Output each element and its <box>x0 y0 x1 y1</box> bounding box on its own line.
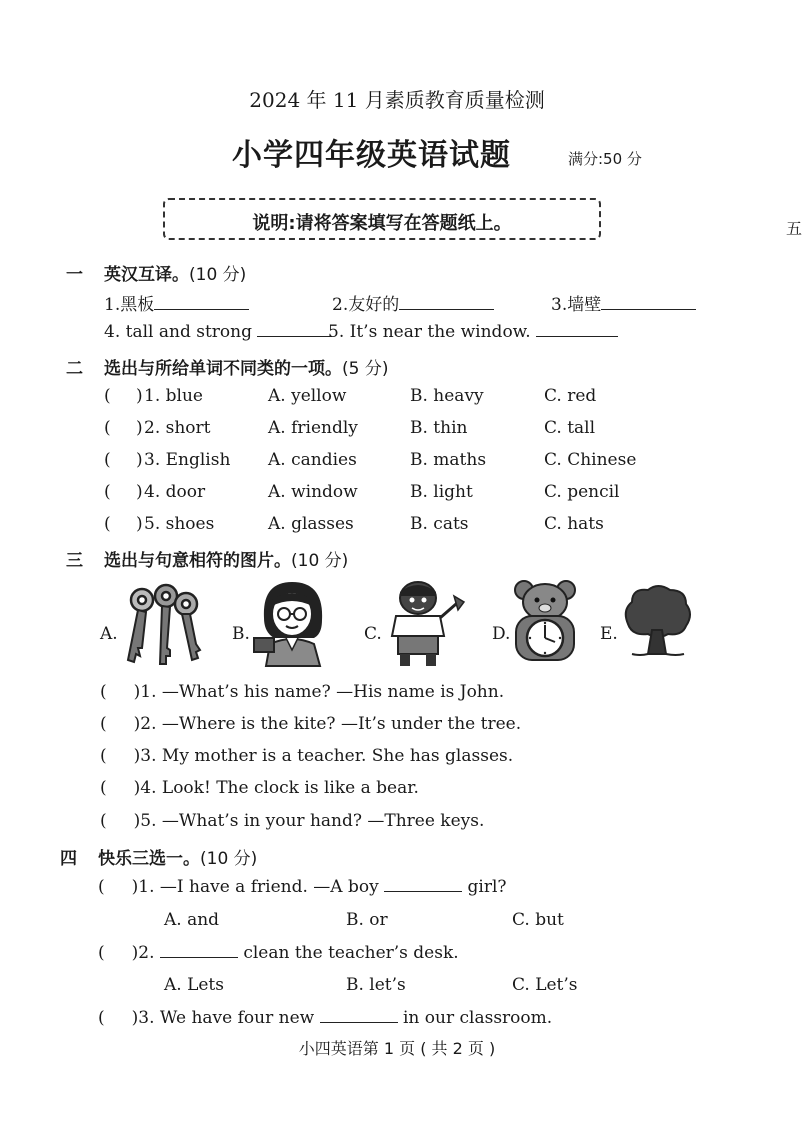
q2-3-close: ) <box>136 450 143 470</box>
section-3-number: 三 <box>66 551 83 571</box>
q3-4-text: )4. Look! The clock is like a bear. <box>133 778 419 798</box>
translate-item-2-text: 2.友好的 <box>332 295 400 315</box>
q2-3-option-b: B. maths <box>410 450 487 470</box>
q4-1-option-a: A. and <box>164 910 220 930</box>
q2-4-paren: ( <box>104 482 111 502</box>
q2-3-paren: ( <box>104 450 111 470</box>
q2-4-option-b: B. light <box>410 482 473 502</box>
q2-5-word: 5. shoes <box>144 514 215 534</box>
translate-item-5 <box>328 322 618 342</box>
q2-5-option-b: B. cats <box>410 514 469 534</box>
answer-blank <box>384 877 462 892</box>
q2-3-option-c: C. Chinese <box>544 450 637 470</box>
section-3-title-text: 选出与句意相符的图片。 <box>104 551 291 571</box>
q4-1-option-c: C. but <box>512 910 564 930</box>
q2-4-close: ) <box>136 482 143 502</box>
q2-5-close: ) <box>136 514 143 534</box>
bear-clock-icon <box>512 580 578 664</box>
q3-2-text: )2. —Where is the kite? —It’s under the tree. <box>133 714 522 734</box>
page-footer: 小四英语第 1 页 ( 共 2 页 ) <box>298 1039 496 1058</box>
q4-3-suffix: in our classroom. <box>403 1008 553 1028</box>
q3-2: ( )2. —Where is the kite? —It’s under the tree. <box>100 714 522 734</box>
translate-item-3 <box>551 290 696 315</box>
q4-2-option-c: C. Let’s <box>512 975 578 995</box>
section-3-title <box>104 546 348 571</box>
section-1-title <box>104 260 246 285</box>
translate-item-5-text: 5. It’s near the window. <box>328 322 531 342</box>
boy-icon <box>384 578 466 668</box>
section-2-score: (5 分) <box>342 359 389 379</box>
answer-blank <box>257 322 332 337</box>
picture-b-label: B. <box>232 624 250 644</box>
picture-a-label: A. <box>100 624 118 644</box>
teacher-glasses-icon <box>252 578 336 666</box>
q3-5: ( )5. —What’s in your hand? —Three keys. <box>100 811 485 831</box>
q2-1-paren: ( <box>104 386 111 406</box>
answer-blank <box>160 943 238 958</box>
section-2-title <box>104 354 388 379</box>
q4-3-prefix: )3. We have four new <box>131 1008 315 1028</box>
section-4-score: (10 分) <box>200 849 258 869</box>
section-4-title-text: 快乐三选一。 <box>98 849 200 869</box>
notice-box <box>163 198 601 240</box>
q2-4-option-a: A. window <box>268 482 358 502</box>
q3-1: ( )1. —What’s his name? —His name is John. <box>100 682 505 702</box>
q2-2-paren: ( <box>104 418 111 438</box>
section-4-number: 四 <box>60 849 77 869</box>
q4-2-option-b: B. let’s <box>346 975 406 995</box>
q4-1-suffix: girl? <box>467 877 507 897</box>
section-1-score: (10 分) <box>189 265 247 285</box>
page-title: 小学四年级英语试题 <box>232 138 511 173</box>
q2-1-word: 1. blue <box>144 386 203 406</box>
q4-2-option-a: A. Lets <box>164 975 224 995</box>
section-4-title <box>98 844 257 869</box>
q4-2: ( )2. clean the teacher’s desk. <box>98 943 459 963</box>
q2-1-close: ) <box>136 386 143 406</box>
exam-name: 2024 年 11 月素质教育质量检测 <box>249 88 545 112</box>
q3-4: ( )4. Look! The clock is like a bear. <box>100 778 419 798</box>
section-1-title-text: 英汉互译。 <box>104 265 189 285</box>
q4-1-prefix: )1. —I have a friend. —A boy <box>131 877 379 897</box>
q3-1-text: )1. —What’s his name? —His name is John. <box>133 682 505 702</box>
keys-icon <box>120 584 202 668</box>
translate-item-1-text: 1.黑板 <box>104 295 155 315</box>
q3-3-text: )3. My mother is a teacher. She has glasses. <box>133 746 514 766</box>
q2-4-option-c: C. pencil <box>544 482 620 502</box>
q2-2-close: ) <box>136 418 143 438</box>
section-2-number: 二 <box>66 359 83 379</box>
tree-icon <box>622 584 692 658</box>
q2-3-word: 3. English <box>144 450 231 470</box>
q2-5-paren: ( <box>104 514 111 534</box>
q2-2-option-c: C. tall <box>544 418 596 438</box>
q2-1-option-b: B. heavy <box>410 386 484 406</box>
q4-2-suffix: clean the teacher’s desk. <box>243 943 459 963</box>
edge-char: 五 <box>786 219 802 238</box>
q2-1-option-c: C. red <box>544 386 597 406</box>
q4-3: ( )3. We have four new in our classroom. <box>98 1008 553 1028</box>
answer-blank <box>154 295 249 310</box>
q2-2-option-a: A. friendly <box>268 418 358 438</box>
picture-d-label: D. <box>492 624 511 644</box>
answer-blank <box>399 295 494 310</box>
translate-item-4-text: 4. tall and strong <box>104 322 252 342</box>
q4-1-option-b: B. or <box>346 910 388 930</box>
q2-1-option-a: A. yellow <box>268 386 347 406</box>
q2-5-option-a: A. glasses <box>268 514 354 534</box>
translate-item-2 <box>332 290 494 315</box>
q2-4-word: 4. door <box>144 482 206 502</box>
q2-2-word: 2. short <box>144 418 211 438</box>
answer-blank <box>320 1008 398 1023</box>
full-score: 满分:50 分 <box>568 150 642 168</box>
q2-3-option-a: A. candies <box>268 450 357 470</box>
q4-2-prefix: )2. <box>131 943 155 963</box>
translate-item-4 <box>104 322 332 342</box>
picture-e-label: E. <box>600 624 618 644</box>
answer-blank <box>536 322 618 337</box>
q4-1: ( )1. —I have a friend. —A boy girl? <box>98 877 507 897</box>
translate-item-3-text: 3.墙壁 <box>551 295 602 315</box>
q3-3: ( )3. My mother is a teacher. She has glasses. <box>100 746 514 766</box>
picture-c-label: C. <box>364 624 382 644</box>
section-2-title-text: 选出与所给单词不同类的一项。 <box>104 359 342 379</box>
translate-item-1 <box>104 290 249 315</box>
answer-blank <box>601 295 696 310</box>
q2-5-option-c: C. hats <box>544 514 604 534</box>
q3-5-text: )5. —What’s in your hand? —Three keys. <box>133 811 485 831</box>
section-1-number: 一 <box>66 265 83 285</box>
q2-2-option-b: B. thin <box>410 418 468 438</box>
notice-text: 说明:请将答案填写在答题纸上。 <box>252 213 512 234</box>
section-3-score: (10 分) <box>291 551 349 571</box>
